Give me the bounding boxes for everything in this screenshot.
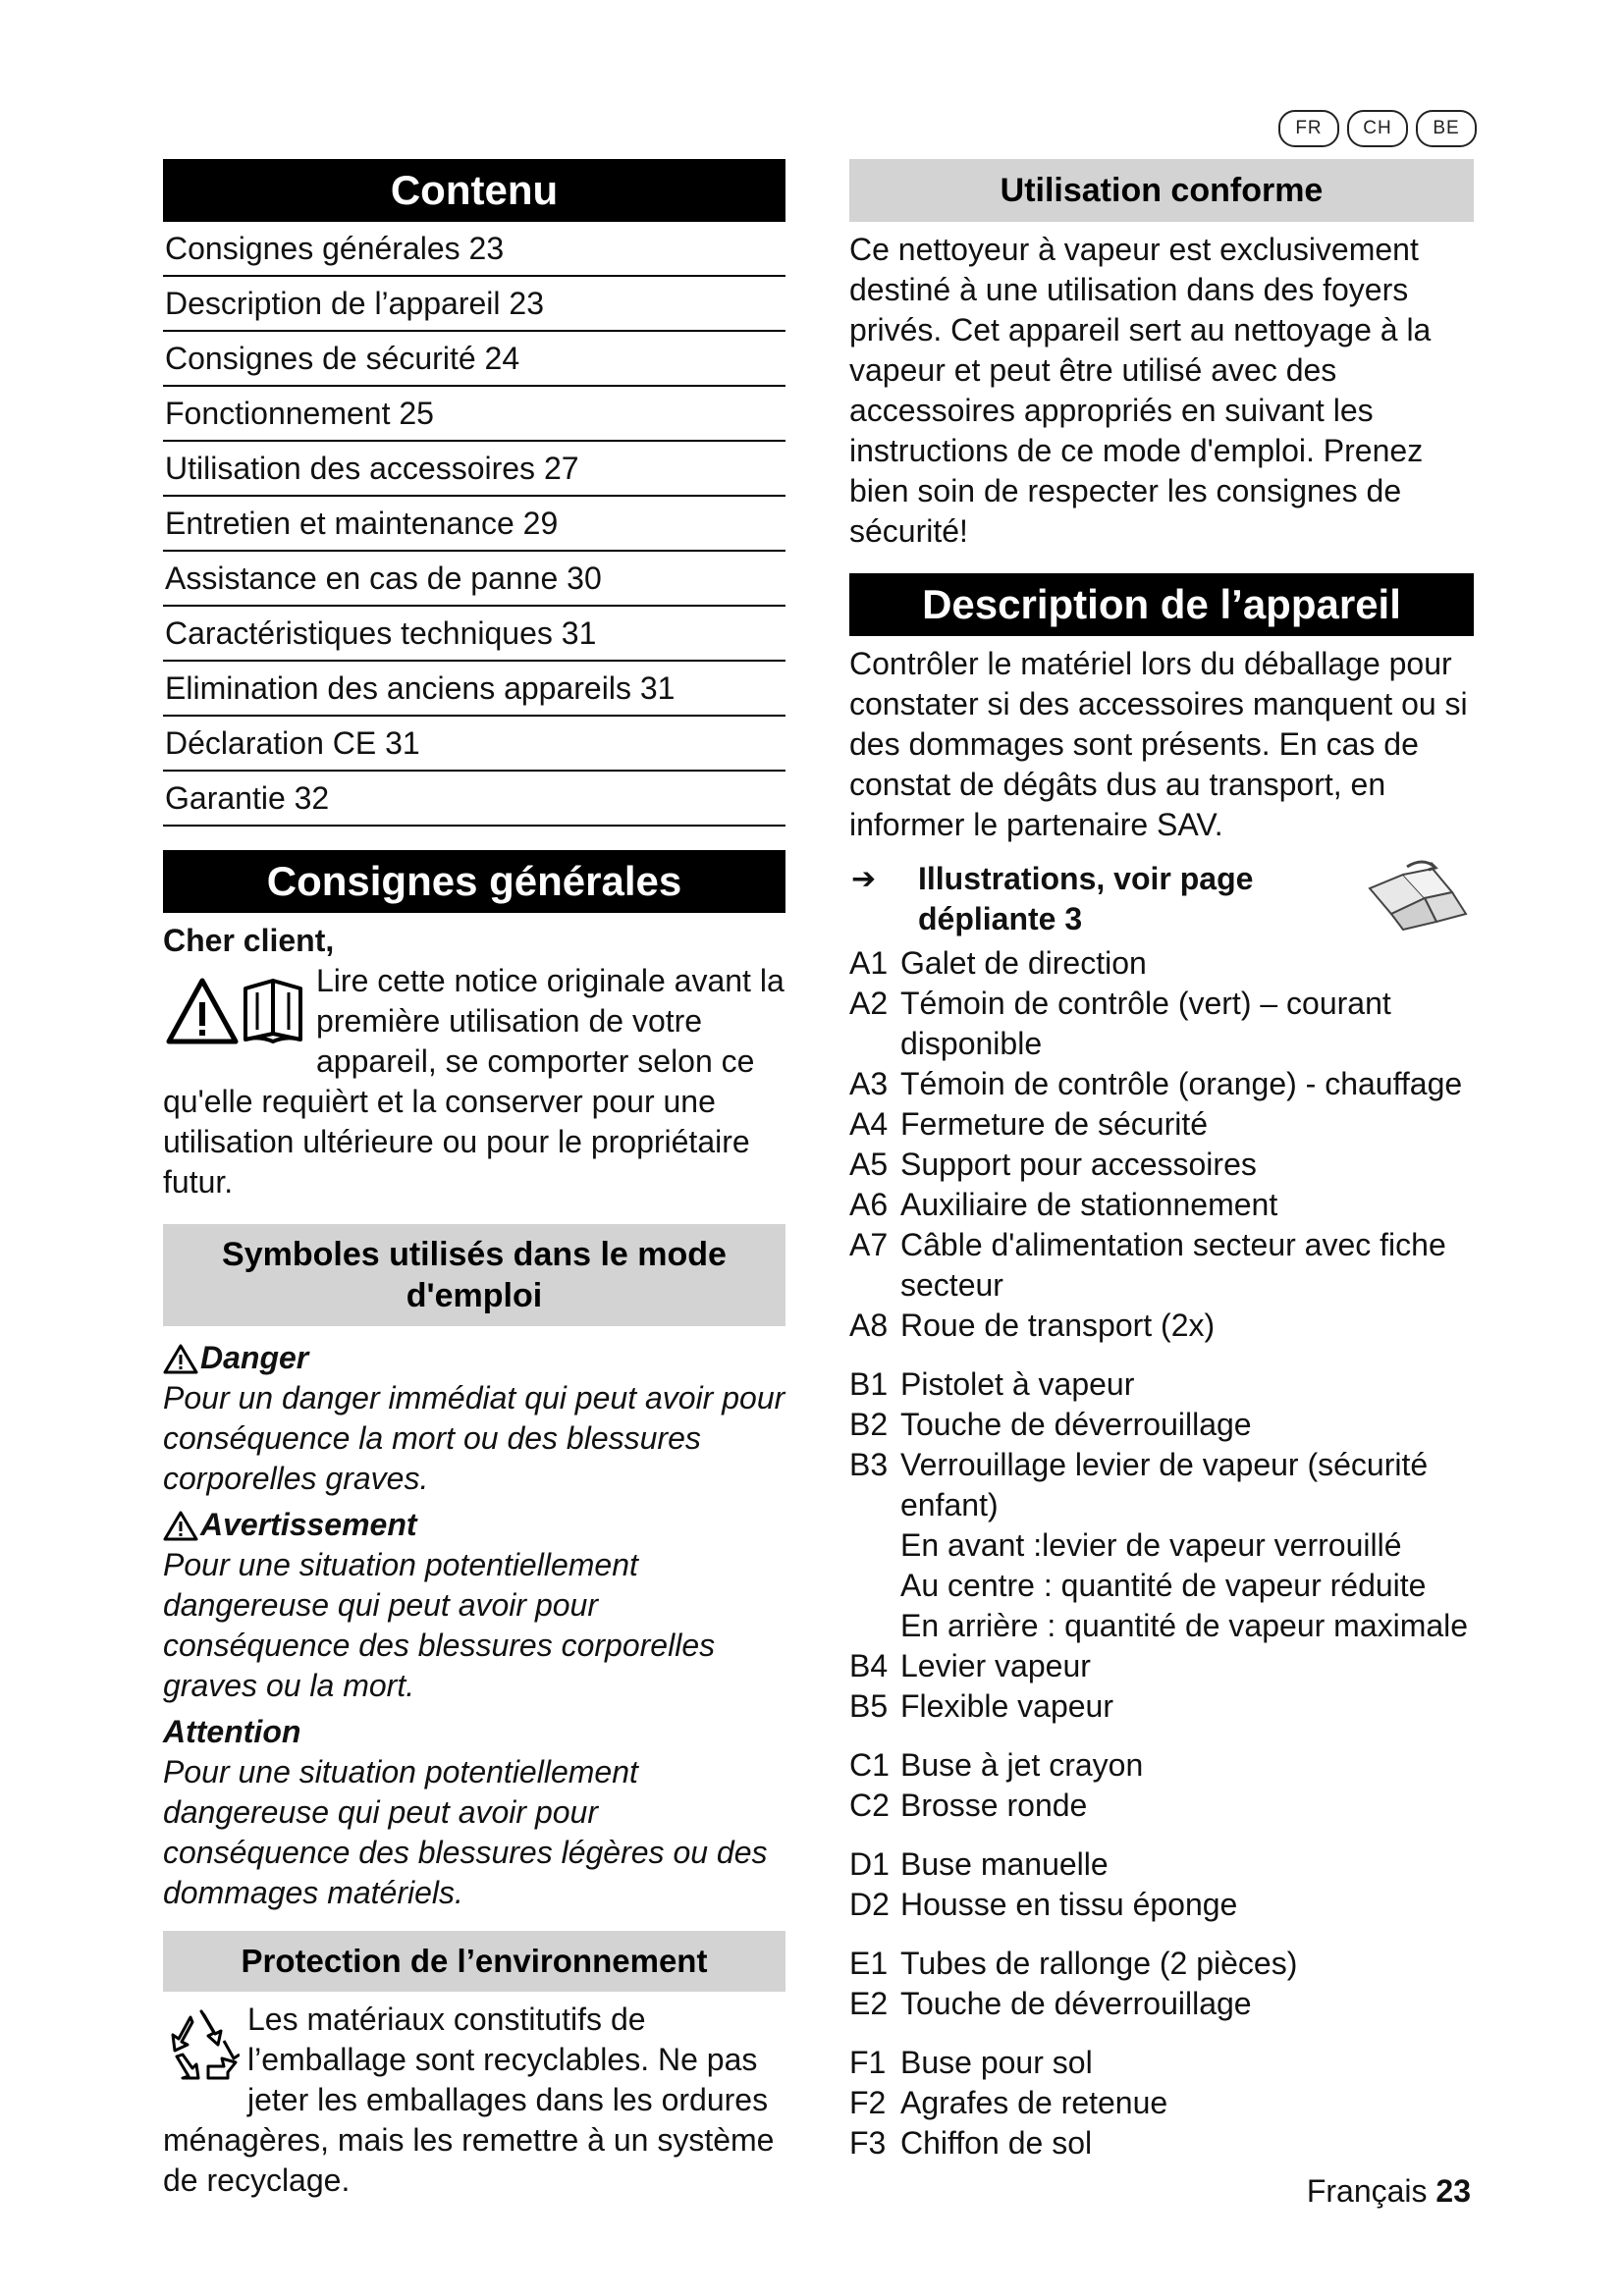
list-item: C1 Buse à jet crayon — [849, 1747, 1144, 1783]
list-item: A7 Câble d'alimentation secteur avec fiche secteur — [849, 1227, 1446, 1303]
foldout-manual-icon — [1364, 859, 1472, 934]
toc-heading: Contenu — [163, 159, 785, 222]
toc-item[interactable]: Entretien et maintenance 29 — [163, 497, 785, 552]
toc-item[interactable]: Garantie 32 — [163, 772, 785, 827]
toc-item[interactable]: Description de l’appareil 23 — [163, 277, 785, 332]
list-item: E2 Touche de déverrouillage — [849, 1986, 1252, 2021]
description-heading: Description de l’appareil — [849, 573, 1474, 636]
toc-item[interactable]: Fonctionnement 25 — [163, 387, 785, 442]
toc-item[interactable]: Caractéristiques techniques 31 — [163, 607, 785, 662]
page-number: 23 — [1435, 2173, 1471, 2209]
symbols-heading: Symboles utilisés dans le mode d'emploi — [163, 1224, 785, 1326]
list-item: F3 Chiffon de sol — [849, 2125, 1093, 2161]
list-item: C2 Brosse ronde — [849, 1788, 1088, 1823]
list-item: A2 Témoin de contrôle (vert) – courant disponible — [849, 986, 1391, 1061]
toc-item[interactable]: Elimination des anciens appareils 31 — [163, 662, 785, 717]
salutation: Cher client, — [163, 923, 335, 958]
right-column — [849, 159, 1474, 2163]
lang-badge-fr: FR — [1278, 110, 1339, 147]
notice-block — [163, 961, 785, 1202]
warning-triangle-icon — [163, 1510, 198, 1541]
parts-group-d — [849, 1844, 1474, 1925]
toc-item[interactable]: Utilisation des accessoires 27 — [163, 442, 785, 497]
page-footer — [1307, 2173, 1471, 2210]
list-item: B1 Pistolet à vapeur — [849, 1366, 1135, 1402]
list-item: Au centre : quantité de vapeur réduite — [900, 1568, 1427, 1603]
warning-manual-icon — [163, 967, 310, 1047]
toc-item[interactable]: Assistance en cas de panne 30 — [163, 552, 785, 607]
environment-block — [163, 2000, 785, 2201]
list-item: En avant :levier de vapeur verrouillé — [900, 1527, 1402, 1563]
usage-heading: Utilisation conforme — [849, 159, 1474, 222]
warning-label: Avertissement — [200, 1507, 417, 1542]
list-item: A1 Galet de direction — [849, 945, 1147, 981]
list-item: B3 Verrouillage levier de vapeur (sécurité enfant) — [849, 1447, 1429, 1522]
notice-text: Lire cette notice originale avant la première utilisation de votre appareil, se comporter selon ce qu'elle requièrt et la conserver pour une utilisation ultérieure ou pour le propriétaire futur. — [163, 963, 785, 1200]
environment-heading: Protection de l’environnement — [163, 1931, 785, 1992]
illustration-label: Illustrations, voir page dépliante 3 — [918, 861, 1254, 936]
table-of-contents — [163, 222, 785, 827]
warning-text: Pour une situation potentiellement dangereuse qui peut avoir pour conséquence des blessures corporelles graves ou la mort. — [163, 1547, 716, 1703]
attention-text: Pour une situation potentiellement dangereuse qui peut avoir pour conséquence des blessures légères ou des dommages matériels. — [163, 1754, 768, 1910]
lang-badge-ch: CH — [1347, 110, 1408, 147]
list-item: A4 Fermeture de sécurité — [849, 1106, 1209, 1142]
list-item: B4 Levier vapeur — [849, 1648, 1091, 1683]
language-badges — [1278, 110, 1477, 147]
footer-language: Français — [1306, 2173, 1428, 2209]
parts-group-a — [849, 943, 1474, 1346]
danger-label: Danger — [200, 1340, 309, 1375]
general-heading: Consignes générales — [163, 850, 785, 913]
list-item: En arrière : quantité de vapeur maximale — [900, 1608, 1469, 1643]
list-item: D2 Housse en tissu éponge — [849, 1887, 1238, 1922]
list-item: A6 Auxiliaire de stationnement — [849, 1187, 1278, 1222]
list-item: A5 Support pour accessoires — [849, 1147, 1257, 1182]
warning-heading — [163, 1505, 785, 1545]
parts-group-e — [849, 1944, 1474, 2024]
danger-heading — [163, 1338, 785, 1378]
lang-badge-be: BE — [1416, 110, 1477, 147]
list-item: A3 Témoin de contrôle (orange) - chauffage — [849, 1066, 1463, 1101]
parts-group-f — [849, 2043, 1474, 2163]
list-item: E1 Tubes de rallonge (2 pièces) — [849, 1946, 1298, 1981]
list-item: F1 Buse pour sol — [849, 2045, 1093, 2080]
parts-group-c — [849, 1745, 1474, 1826]
list-item: B5 Flexible vapeur — [849, 1688, 1113, 1724]
parts-group-b — [849, 1364, 1474, 1727]
warning-triangle-icon — [163, 1343, 198, 1374]
attention-heading — [163, 1712, 785, 1752]
arrow-right-icon: ➔ — [851, 863, 877, 895]
left-column — [163, 159, 785, 2201]
attention-label: Attention — [163, 1714, 301, 1749]
recycle-icon — [163, 2005, 240, 2084]
environment-text: Les matériaux constitutifs de l’emballage sont recyclables. Ne pas jeter les emballages dans les ordures ménagères, mais les remettre à un système de recyclage. — [163, 2002, 775, 2198]
toc-item[interactable]: Consignes de sécurité 24 — [163, 332, 785, 387]
toc-item[interactable]: Consignes générales 23 — [163, 222, 785, 277]
description-intro: Contrôler le matériel lors du déballage pour constater si des accessoires manquent ou si des dommages sont présents. En cas de constat de dégâts dus au transport, en informer le partenaire SAV. — [849, 646, 1468, 842]
illustration-reference — [849, 859, 1474, 941]
usage-text: Ce nettoyeur à vapeur est exclusivement destiné à une utilisation dans des foyers privés. Cet appareil sert au nettoyage à la vapeur et peut être utilisé avec des accessoires appropriés en suivant les instructions de ce mode d'emploi. Prenez bien soin de respecter les consignes de sécurité! — [849, 232, 1432, 549]
list-item: D1 Buse manuelle — [849, 1846, 1109, 1882]
toc-item[interactable]: Déclaration CE 31 — [163, 717, 785, 772]
danger-text: Pour un danger immédiat qui peut avoir pour conséquence la mort ou des blessures corporelles graves. — [163, 1380, 785, 1496]
list-item: B2 Touche de déverrouillage — [849, 1407, 1252, 1442]
list-item: A8 Roue de transport (2x) — [849, 1308, 1216, 1343]
list-item: F2 Agrafes de retenue — [849, 2085, 1168, 2120]
